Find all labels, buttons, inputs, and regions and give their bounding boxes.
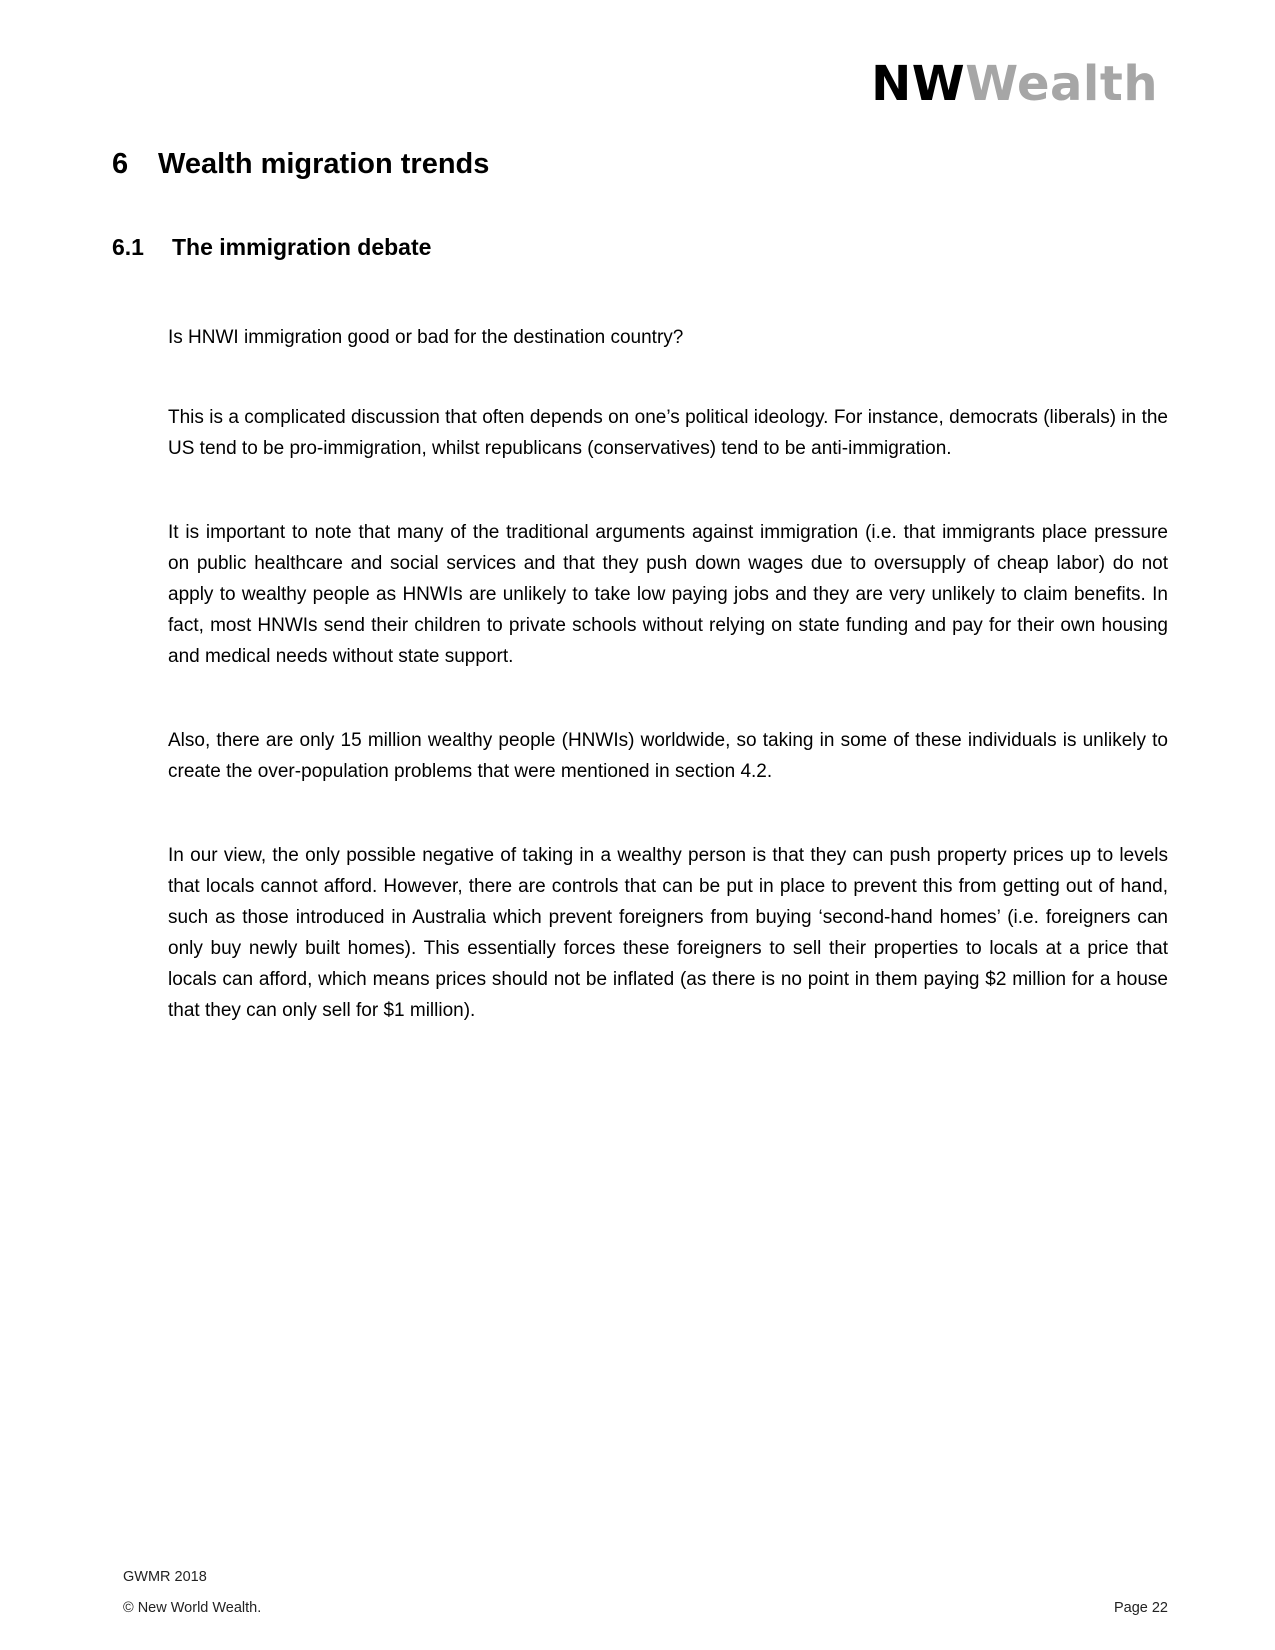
section-heading <box>112 148 489 181</box>
section-number: 6 <box>112 148 129 180</box>
logo-wealth-text: Wealth <box>965 56 1158 112</box>
subsection-heading <box>112 234 431 261</box>
subsection-number: 6.1 <box>112 234 144 260</box>
logo-nw-text: NW <box>871 56 966 112</box>
paragraph-question: Is HNWI immigration good or bad for the destination country? <box>168 327 684 348</box>
paragraph-arguments: It is important to note that many of the traditional arguments against immigration (i.e. that immigrants place pressure on public healthcare and social services and that they push down wages due to oversupply of cheap labor) do not apply to wealthy people as HNWIs are unlikely to take low paying jobs and they are very unlikely to claim benefits. In fact, most HNWIs send their children to private schools without relying on state funding and pay for their own housing and medical needs without state support. <box>168 522 1168 667</box>
footer-copyright: © New World Wealth. <box>123 1600 262 1616</box>
subsection-title: The immigration debate <box>172 234 432 260</box>
paragraph-population: Also, there are only 15 million wealthy people (HNWIs) worldwide, so taking in some of these individuals is unlikely to create the over-population problems that were mentioned in section 4.2. <box>168 730 1168 782</box>
section-title: Wealth migration trends <box>158 148 490 180</box>
paragraph-ideology: This is a complicated discussion that often depends on one’s political ideology. For instance, democrats (liberals) in the US tend to be pro-immigration, whilst republicans (conservatives) tend to be anti-immigration. <box>168 407 1168 459</box>
footer-report-code: GWMR 2018 <box>123 1569 207 1585</box>
company-logo <box>871 56 1158 112</box>
paragraph-property-prices: In our view, the only possible negative of taking in a wealthy person is that they can push property prices up to levels that locals cannot afford. However, there are controls that can be put in place to prevent this from getting out of hand, such as those introduced in Australia which prevent foreigners from buying ‘second-hand homes’ (i.e. foreigners can only buy newly built homes). This essentially forces these foreigners to sell their properties to locals at a price that locals can afford, which means prices should not be inflated (as there is no point in them paying $2 million for a house that they can only sell for $1 million). <box>168 845 1168 1021</box>
footer-page-number: Page 22 <box>1113 1600 1168 1616</box>
